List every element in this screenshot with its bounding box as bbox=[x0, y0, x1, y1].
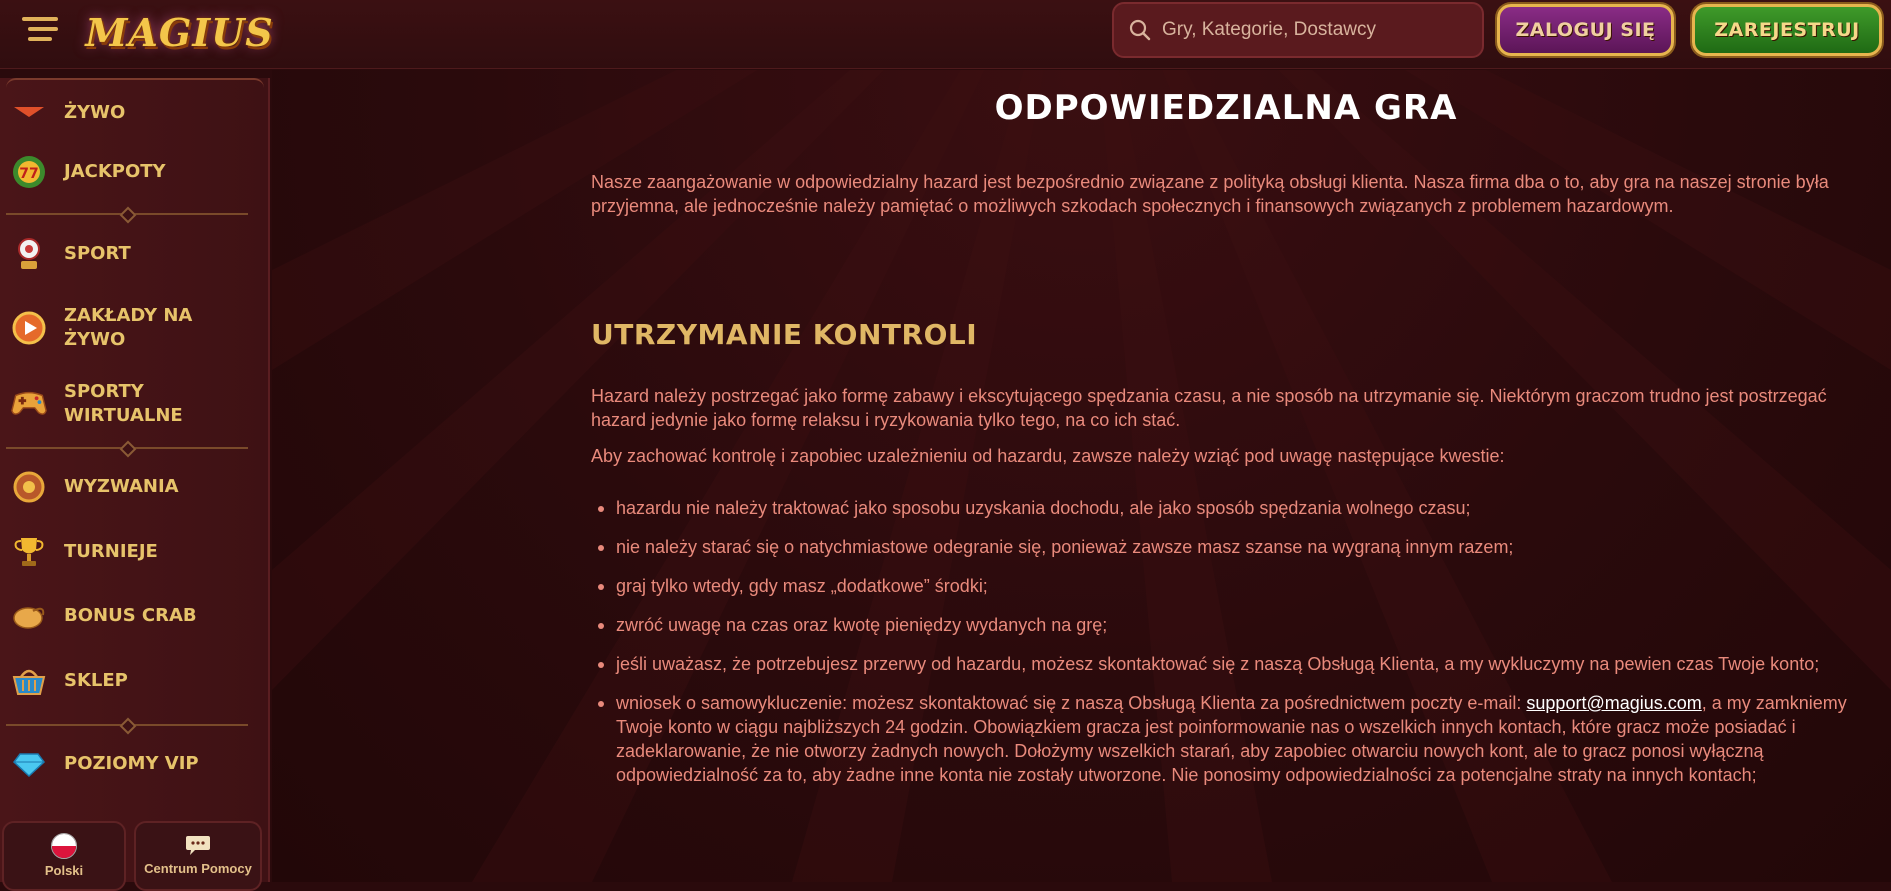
trophy-icon bbox=[10, 533, 48, 571]
sidebar-item-label bbox=[64, 380, 183, 428]
language-selector[interactable] bbox=[2, 821, 126, 891]
search-box[interactable] bbox=[1112, 2, 1484, 58]
football-trophy-icon bbox=[10, 235, 48, 273]
sidebar-item-label-line1: ZAKŁADY NA bbox=[64, 305, 193, 326]
list-item: nie należy starać się o natychmiastowe odegranie się, ponieważ zawsze masz szanse na wygraną innym razem; bbox=[591, 535, 1881, 559]
sidebar-item-label: POZIOMY VIP bbox=[64, 753, 199, 774]
sidebar-item-vip-levels[interactable] bbox=[10, 745, 265, 783]
gamepad-icon bbox=[10, 385, 48, 423]
diamond-icon bbox=[10, 745, 48, 783]
sidebar-item-label-line1: SPORTY bbox=[64, 381, 144, 402]
sidebar-item-sport[interactable] bbox=[10, 235, 265, 273]
login-button[interactable]: ZALOGUJ SIĘ bbox=[1497, 4, 1674, 56]
slot-777-icon bbox=[10, 153, 48, 191]
help-center-button[interactable] bbox=[134, 821, 262, 891]
sidebar-item-label-line2: WIRTUALNE bbox=[64, 405, 183, 426]
poland-flag-icon bbox=[51, 833, 77, 859]
page-title: ODPOWIEDZIALNA GRA bbox=[994, 88, 1458, 128]
sidebar-item-shop[interactable] bbox=[10, 662, 265, 700]
sidebar-item-label bbox=[64, 304, 192, 352]
live-icon bbox=[10, 94, 48, 132]
list-item-text: wniosek o samowykluczenie: możesz skontaktować się z naszą Obsługą Klienta za pośrednictwem poczty e-mail: bbox=[616, 693, 1527, 713]
sidebar-item-live-betting[interactable] bbox=[10, 304, 265, 352]
sidebar-item-label: WYZWANIA bbox=[64, 476, 179, 497]
sidebar-item-label: SKLEP bbox=[64, 670, 128, 691]
main-content bbox=[272, 70, 1891, 882]
chat-bubble-icon bbox=[185, 833, 211, 857]
sidebar-divider bbox=[6, 720, 248, 730]
basket-icon bbox=[10, 662, 48, 700]
list-item: hazardu nie należy traktować jako sposobu uzyskania dochodu, ale jako sposób spędzania wolnego czasu; bbox=[591, 496, 1881, 520]
sidebar-item-live[interactable] bbox=[10, 94, 265, 132]
search-input[interactable] bbox=[1160, 18, 1474, 42]
sidebar-item-bonus-crab[interactable] bbox=[10, 597, 265, 635]
list-item-text: , a my zamkniemy Twoje konto w ciągu najbliższych 24 godzin. Obowiązkiem gracza jest poinformowanie nas o wszelkich innych kontach, które gracz może posiadać i zadeklarowanie, że nie otworzy żadnych nowych. Dołożymy wszelkich starań, aby zapobiec otwarciu nowych kont, ale to gracz ponosi wyłączną odpowiedzialność za to, aby żadne inne konta nie zostały utworzone. Nie ponosimy odpowiedzialności za potencjalne straty na innych kontach; bbox=[616, 693, 1847, 785]
sidebar-item-virtual-sports[interactable] bbox=[10, 380, 265, 428]
sidebar-item-label: SPORT bbox=[64, 243, 131, 264]
sidebar bbox=[0, 78, 270, 882]
bullet-list bbox=[591, 496, 1881, 802]
crab-icon bbox=[10, 597, 48, 635]
language-label: Polski bbox=[44, 863, 84, 878]
sidebar-item-label-line2: ŻYWO bbox=[64, 329, 126, 350]
sidebar-item-label: ŻYWO bbox=[64, 102, 126, 123]
paragraph-2: Aby zachować kontrolę i zapobiec uzależnieniu od hazardu, zawsze należy wziąć pod uwagę następujące kwestie: bbox=[591, 446, 1505, 466]
sidebar-divider bbox=[6, 443, 248, 453]
sidebar-divider bbox=[6, 209, 248, 219]
list-item: jeśli uważasz, że potrzebujesz przerwy od hazardu, możesz skontaktować się z naszą Obsługą Klienta, a my wykluczymy na pewien czas Twoje konto; bbox=[591, 652, 1881, 676]
logo[interactable]: MAGIUS bbox=[85, 9, 274, 55]
svg-text:77: 77 bbox=[19, 166, 39, 182]
paragraph-1: Hazard należy postrzegać jako formę zabawy i ekscytującego spędzania czasu, a nie sposób na utrzymanie się. Niektórym graczom trudno jest postrzegać hazard jedynie jako formę relaksu i ryzykowania tylko tego, na co ich stać. bbox=[591, 386, 1827, 430]
sidebar-item-tournaments[interactable] bbox=[10, 533, 265, 571]
register-button[interactable]: ZAREJESTRUJ bbox=[1692, 4, 1882, 56]
sidebar-top-edge bbox=[6, 78, 264, 90]
list-item: zwróć uwagę na czas oraz kwotę pieniędzy wydanych na grę; bbox=[591, 613, 1881, 637]
sidebar-item-label: BONUS CRAB bbox=[64, 605, 197, 626]
search-icon bbox=[1128, 18, 1152, 42]
sidebar-item-label: JACKPOTY bbox=[64, 161, 166, 182]
live-bet-icon bbox=[10, 309, 48, 347]
top-header bbox=[0, 0, 1891, 69]
support-email-link[interactable]: support@magius.com bbox=[1526, 693, 1702, 713]
section-title: UTRZYMANIE KONTROLI bbox=[591, 318, 978, 351]
hamburger-menu-icon[interactable] bbox=[22, 17, 58, 43]
challenge-medal-icon bbox=[10, 468, 48, 506]
sidebar-item-label: TURNIEJE bbox=[64, 541, 158, 562]
sidebar-item-jackpots[interactable] bbox=[10, 153, 265, 191]
list-item: graj tylko wtedy, gdy masz „dodatkowe” środki; bbox=[591, 574, 1881, 598]
list-item bbox=[591, 691, 1881, 787]
help-center-label: Centrum Pomocy bbox=[144, 861, 252, 876]
intro-paragraph: Nasze zaangażowanie w odpowiedzialny hazard jest bezpośrednio związane z polityką obsługi klienta. Nasza firma dba o to, aby gra na naszej stronie była przyjemna, ale jednocześnie należy pamiętać o możliwych szkodach społecznych i finansowych związanych z problemem hazardowym. bbox=[591, 172, 1829, 216]
sidebar-item-challenges[interactable] bbox=[10, 468, 265, 506]
